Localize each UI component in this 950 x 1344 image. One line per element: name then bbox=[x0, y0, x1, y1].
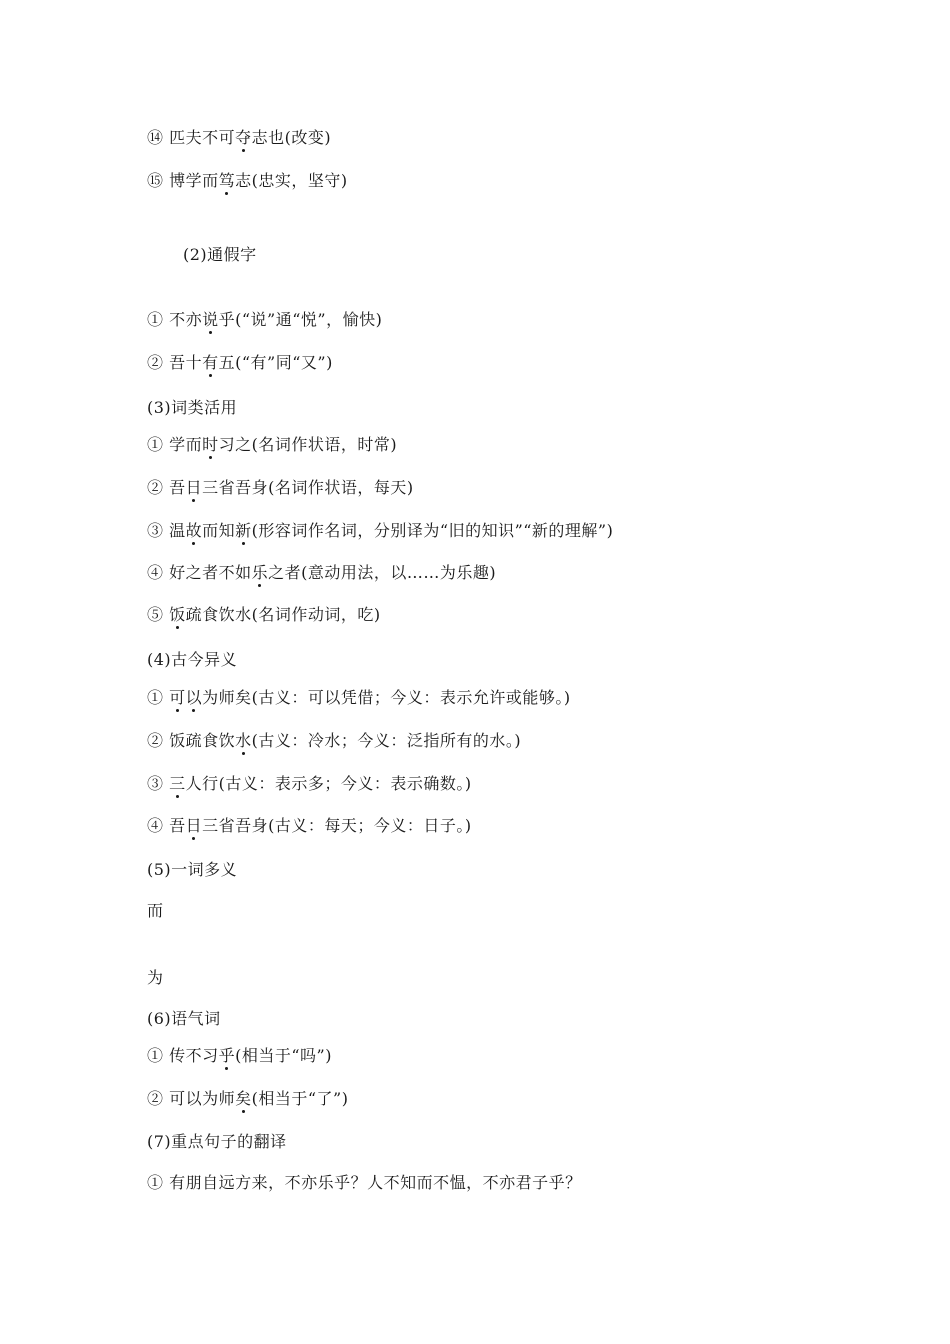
line-text: ① 学而 bbox=[147, 435, 203, 454]
emphasized-character: 乐 bbox=[251, 563, 269, 582]
document-line bbox=[147, 731, 521, 751]
emphasized-character: 乎 bbox=[218, 1046, 236, 1065]
line-text: ⑤ bbox=[147, 605, 170, 624]
line-text: 为师矣(古义：可以凭借；今义：表示允许或能够。) bbox=[202, 688, 571, 707]
line-text: (相当于“了”) bbox=[251, 1089, 349, 1108]
document-line bbox=[147, 816, 472, 836]
section-heading bbox=[183, 245, 257, 265]
emphasized-character: 以 bbox=[185, 688, 203, 707]
document-line bbox=[147, 310, 382, 330]
document-line bbox=[147, 1046, 332, 1066]
line-text: 三省吾身(古义：每天；今义：日子。) bbox=[202, 816, 472, 835]
line-text: 人行(古义：表示多；今义：表示确数。) bbox=[185, 774, 472, 793]
emphasized-character: 饭 bbox=[169, 605, 186, 624]
line-text: 为 bbox=[147, 968, 164, 987]
line-text: ④ 好之者不如 bbox=[147, 563, 252, 582]
section-heading bbox=[147, 1132, 287, 1152]
line-text: 志(忠实，坚守) bbox=[235, 171, 348, 190]
section-heading bbox=[147, 1173, 582, 1193]
line-text: 而 bbox=[147, 901, 164, 920]
document-line bbox=[147, 688, 571, 708]
emphasized-character: 日 bbox=[185, 816, 203, 835]
emphasized-character: 水 bbox=[235, 731, 252, 750]
document-line bbox=[147, 478, 414, 498]
line-text: (7)重点句子的翻译 bbox=[147, 1132, 287, 1151]
line-text: ④ 吾 bbox=[147, 816, 186, 835]
emphasized-character: 日 bbox=[185, 478, 203, 497]
section-heading bbox=[147, 398, 237, 418]
line-text: (5)一词多义 bbox=[147, 860, 238, 879]
line-text: ② 可以为师 bbox=[147, 1089, 236, 1108]
line-text: 习之(名词作状语，时常) bbox=[218, 435, 398, 454]
document-line bbox=[147, 128, 331, 148]
line-text: (相当于“吗”) bbox=[235, 1046, 332, 1065]
line-text: 三省吾身(名词作状语，每天) bbox=[202, 478, 414, 497]
emphasized-character: 夺 bbox=[235, 128, 252, 147]
document-line bbox=[147, 435, 397, 455]
line-text: (2)通假字 bbox=[183, 245, 257, 264]
document-line bbox=[147, 171, 348, 191]
section-heading bbox=[147, 1009, 221, 1029]
line-text: 之者(意动用法，以……为乐趣) bbox=[268, 563, 497, 582]
emphasized-character: 三 bbox=[169, 774, 186, 793]
line-text: ③ 温 bbox=[147, 521, 186, 540]
line-text: ① 不亦 bbox=[147, 310, 203, 329]
line-text: ⑭ 匹夫不可 bbox=[147, 128, 236, 147]
line-text: 疏食饮水(名词作动词，吃) bbox=[185, 605, 381, 624]
document-line bbox=[147, 353, 333, 373]
line-text: (3)词类活用 bbox=[147, 398, 238, 417]
line-text: 乎(“说”通“悦”，愉快) bbox=[218, 310, 383, 329]
emphasized-character: 可 bbox=[169, 688, 186, 707]
emphasized-character: 矣 bbox=[235, 1089, 252, 1108]
document-line bbox=[147, 605, 381, 625]
emphasized-character: 新 bbox=[235, 521, 252, 540]
line-text: ① 传不习 bbox=[147, 1046, 219, 1065]
line-text: ① bbox=[147, 688, 170, 707]
line-text: ⑮ 博学而 bbox=[147, 171, 219, 190]
line-text: ② 吾 bbox=[147, 478, 186, 497]
line-text: 五(“有”同“又”) bbox=[218, 353, 333, 372]
emphasized-character: 笃 bbox=[218, 171, 236, 190]
emphasized-character: 时 bbox=[202, 435, 219, 454]
line-text: 志也(改变) bbox=[251, 128, 332, 147]
section-heading bbox=[147, 901, 164, 921]
line-text: ① 有朋自远方来，不亦乐乎？人不知而不愠，不亦君子乎？ bbox=[147, 1173, 582, 1192]
line-text: ③ bbox=[147, 774, 170, 793]
line-text: (形容词作名词，分别译为“旧的知识”“新的理解”) bbox=[251, 521, 614, 540]
document-line bbox=[147, 521, 613, 541]
line-text: ② 吾十 bbox=[147, 353, 203, 372]
section-heading bbox=[147, 650, 237, 670]
section-heading bbox=[147, 968, 164, 988]
line-text: (6)语气词 bbox=[147, 1009, 221, 1028]
line-text: (4)古今异义 bbox=[147, 650, 238, 669]
document-line bbox=[147, 1089, 348, 1109]
section-heading bbox=[147, 860, 237, 880]
line-text: ② 饭疏食饮 bbox=[147, 731, 236, 750]
emphasized-character: 故 bbox=[185, 521, 203, 540]
emphasized-character: 说 bbox=[202, 310, 219, 329]
line-text: (古义：冷水；今义：泛指所有的水。) bbox=[251, 731, 522, 750]
emphasized-character: 有 bbox=[202, 353, 219, 372]
line-text: 而知 bbox=[202, 521, 236, 540]
document-line bbox=[147, 774, 472, 794]
document-line bbox=[147, 563, 496, 583]
